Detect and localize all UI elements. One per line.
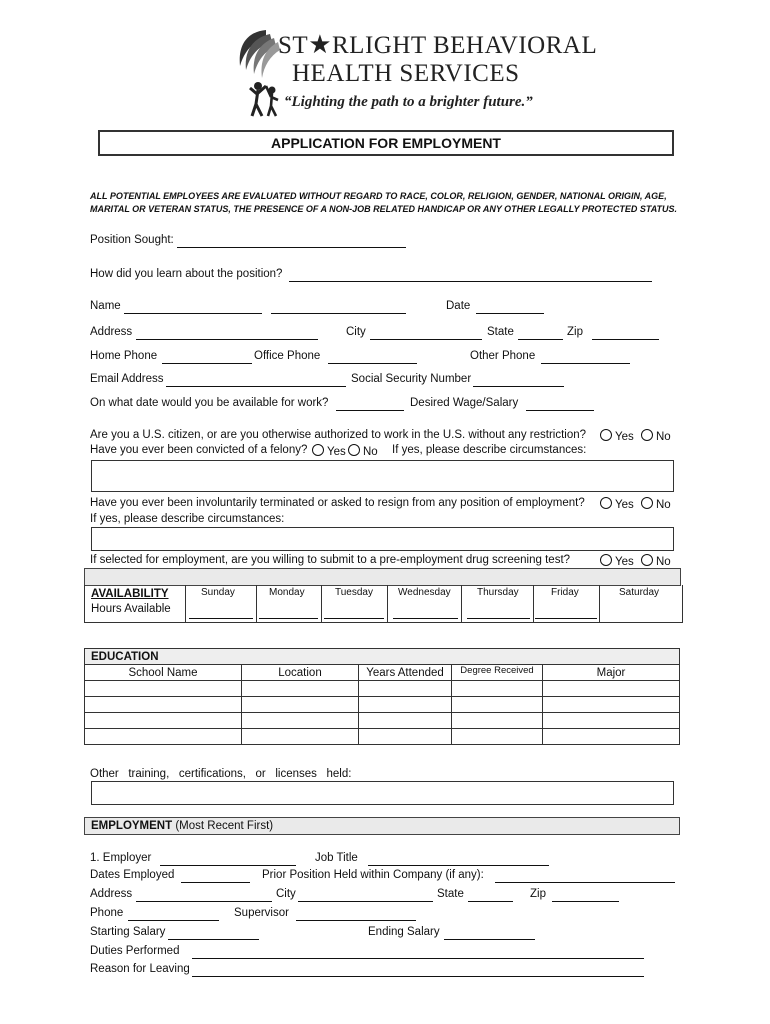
desired-wage-field[interactable] xyxy=(526,398,594,411)
felony-no-label: No xyxy=(363,446,378,458)
other-phone-label: Other Phone xyxy=(470,350,536,362)
logo-line1-prefix: ST xyxy=(278,32,309,59)
emp-zip-label: Zip xyxy=(530,888,546,900)
col-location: Location xyxy=(242,665,359,681)
reason-leaving-label: Reason for Leaving xyxy=(90,963,190,975)
day-tuesday: Tuesday xyxy=(335,587,373,598)
available-date-field[interactable] xyxy=(336,398,404,411)
table-row[interactable] xyxy=(85,681,680,697)
radio-icon[interactable] xyxy=(312,444,324,456)
emp-phone-label: Phone xyxy=(90,907,124,919)
name-first-field[interactable] xyxy=(124,301,262,314)
availability-section xyxy=(84,585,683,623)
citizen-no-label: No xyxy=(656,431,671,443)
starting-salary-label: Starting Salary xyxy=(90,926,166,938)
radio-icon[interactable] xyxy=(348,444,360,456)
reason-leaving-field[interactable] xyxy=(192,964,644,977)
ssn-field[interactable] xyxy=(473,374,564,387)
hours-tuesday-field[interactable] xyxy=(324,606,384,619)
email-field[interactable] xyxy=(166,374,346,387)
supervisor-field[interactable] xyxy=(296,908,416,921)
col-major: Major xyxy=(543,665,680,681)
education-header xyxy=(85,649,680,665)
disclaimer: ALL POTENTIAL EMPLOYEES ARE EVALUATED WITHOUT REGARD TO RACE, COLOR, RELIGION, GENDER, NATIONAL ORIGIN, AGE, MARITAL OR VETERAN STATUS, THE PRESENCE OF A NON-JOB RELATED HANDICAP OR ANY OTHER LEGALLY PROTECTED STATUS. xyxy=(90,191,678,214)
terminated-yes-option[interactable] xyxy=(600,497,634,511)
citizen-no-option[interactable] xyxy=(641,429,671,443)
education-title: EDUCATION xyxy=(91,650,159,663)
emp-state-field[interactable] xyxy=(468,889,513,902)
hours-monday-field[interactable] xyxy=(259,606,318,619)
emp-city-field[interactable] xyxy=(298,889,433,902)
available-date-label: On what date would you be available for work? xyxy=(90,397,329,409)
employer-label: 1. Employer xyxy=(90,852,152,864)
radio-icon[interactable] xyxy=(600,554,612,566)
emp-address-label: Address xyxy=(90,888,133,900)
radio-icon[interactable] xyxy=(641,497,653,509)
job-title-field[interactable] xyxy=(368,853,549,866)
how-learned-field[interactable] xyxy=(289,269,652,282)
terminated-describe-label: If yes, please describe circumstances: xyxy=(90,513,285,525)
office-phone-label: Office Phone xyxy=(254,350,321,362)
hours-available-label: Hours Available xyxy=(91,603,171,615)
page-title: APPLICATION FOR EMPLOYMENT xyxy=(271,135,501,151)
emp-city-label: City xyxy=(276,888,296,900)
date-label: Date xyxy=(446,300,471,312)
state-field[interactable] xyxy=(518,327,563,340)
citizen-yes-option[interactable] xyxy=(600,429,634,443)
felony-yes-label: Yes xyxy=(327,446,346,458)
duties-field[interactable] xyxy=(192,946,644,959)
drug-test-no-label: No xyxy=(656,556,671,568)
table-row[interactable] xyxy=(85,697,680,713)
city-label: City xyxy=(346,326,366,338)
desired-wage-label: Desired Wage/Salary xyxy=(410,397,519,409)
how-learned-label: How did you learn about the position? xyxy=(90,268,283,280)
ending-salary-label: Ending Salary xyxy=(368,926,440,938)
hours-thursday-field[interactable] xyxy=(467,606,530,619)
radio-icon[interactable] xyxy=(600,497,612,509)
col-degree-received: Degree Received xyxy=(452,665,543,681)
day-wednesday: Wednesday xyxy=(398,587,451,598)
dates-employed-label: Dates Employed xyxy=(90,869,175,881)
emp-phone-field[interactable] xyxy=(128,908,219,921)
employment-header xyxy=(84,817,680,835)
position-sought-field[interactable] xyxy=(177,235,406,248)
terminated-no-option[interactable] xyxy=(641,497,671,511)
office-phone-field[interactable] xyxy=(328,351,417,364)
address-label: Address xyxy=(90,326,133,338)
ssn-label: Social Security Number xyxy=(351,373,472,385)
col-school-name: School Name xyxy=(85,665,242,681)
felony-describe-field[interactable] xyxy=(91,460,674,492)
emp-zip-field[interactable] xyxy=(552,889,619,902)
citizen-yes-label: Yes xyxy=(615,431,634,443)
page-title-box xyxy=(98,130,674,156)
ending-salary-field[interactable] xyxy=(444,927,535,940)
job-title-label: Job Title xyxy=(315,852,358,864)
emp-address-field[interactable] xyxy=(136,889,272,902)
day-sunday: Sunday xyxy=(201,587,235,598)
emp-state-label: State xyxy=(437,888,464,900)
zip-label: Zip xyxy=(567,326,583,338)
position-sought-label: Position Sought: xyxy=(90,234,174,246)
availability-title: AVAILABILITY xyxy=(91,588,169,600)
logo-line2: HEALTH SERVICES xyxy=(292,60,520,87)
felony-no-option[interactable] xyxy=(348,444,378,458)
supervisor-label: Supervisor xyxy=(234,907,289,919)
day-saturday: Saturday xyxy=(619,587,660,598)
day-friday: Friday xyxy=(551,587,579,598)
email-label: Email Address xyxy=(90,373,164,385)
radio-icon[interactable] xyxy=(641,429,653,441)
zip-field[interactable] xyxy=(592,327,659,340)
drug-test-yes-label: Yes xyxy=(615,556,634,568)
education-table xyxy=(84,648,680,745)
other-phone-field[interactable] xyxy=(541,351,630,364)
home-phone-label: Home Phone xyxy=(90,350,158,362)
company-logo xyxy=(236,26,598,122)
table-row[interactable] xyxy=(85,713,680,729)
terminated-describe-field[interactable] xyxy=(91,527,674,551)
name-label: Name xyxy=(90,300,121,312)
terminated-question: Have you ever been involuntarily terminated or asked to resign from any position of employment? xyxy=(90,497,585,509)
date-field[interactable] xyxy=(476,301,544,314)
city-field[interactable] xyxy=(370,327,482,340)
felony-yes-option[interactable] xyxy=(312,444,346,458)
availability-header-bar xyxy=(84,568,681,586)
radio-icon[interactable] xyxy=(641,554,653,566)
drug-test-question: If selected for employment, are you willing to submit to a pre-employment drug screening test? xyxy=(90,554,571,566)
address-field[interactable] xyxy=(136,327,318,340)
prior-position-label: Prior Position Held within Company (if any): xyxy=(262,869,484,881)
employer-field[interactable] xyxy=(160,853,296,866)
logo-tagline: “Lighting the path to a brighter future.” xyxy=(284,94,533,110)
starting-salary-field[interactable] xyxy=(168,927,259,940)
star-icon: ★ xyxy=(308,30,332,59)
citizen-question: Are you a U.S. citizen, or are you otherwise authorized to work in the U.S. without any restriction? xyxy=(90,429,587,441)
col-years-attended: Years Attended xyxy=(359,665,452,681)
drug-test-yes-option[interactable] xyxy=(600,554,634,568)
name-last-field[interactable] xyxy=(271,301,406,314)
home-phone-field[interactable] xyxy=(162,351,252,364)
hours-friday-field[interactable] xyxy=(535,606,597,619)
state-label: State xyxy=(487,326,514,338)
radio-icon[interactable] xyxy=(600,429,612,441)
day-thursday: Thursday xyxy=(477,587,519,598)
logo-line1-rest: RLIGHT BEHAVIORAL xyxy=(332,32,598,59)
terminated-no-label: No xyxy=(656,499,671,511)
day-monday: Monday xyxy=(269,587,305,598)
other-training-label: Other training, certifications, or licenses held: xyxy=(90,768,352,780)
felony-question: Have you ever been convicted of a felony? xyxy=(90,444,308,456)
drug-test-no-option[interactable] xyxy=(641,554,671,568)
felony-describe-label: If yes, please describe circumstances: xyxy=(392,444,587,456)
hours-wednesday-field[interactable] xyxy=(393,606,458,619)
hours-sunday-field[interactable] xyxy=(189,606,253,619)
employment-subtitle: (Most Recent First) xyxy=(172,820,274,832)
dates-employed-field[interactable] xyxy=(181,870,250,883)
terminated-yes-label: Yes xyxy=(615,499,634,511)
table-row[interactable] xyxy=(85,729,680,745)
prior-position-field[interactable] xyxy=(495,870,675,883)
employment-title: EMPLOYMENT xyxy=(91,820,173,832)
other-training-field[interactable] xyxy=(91,781,674,805)
duties-label: Duties Performed xyxy=(90,945,180,957)
